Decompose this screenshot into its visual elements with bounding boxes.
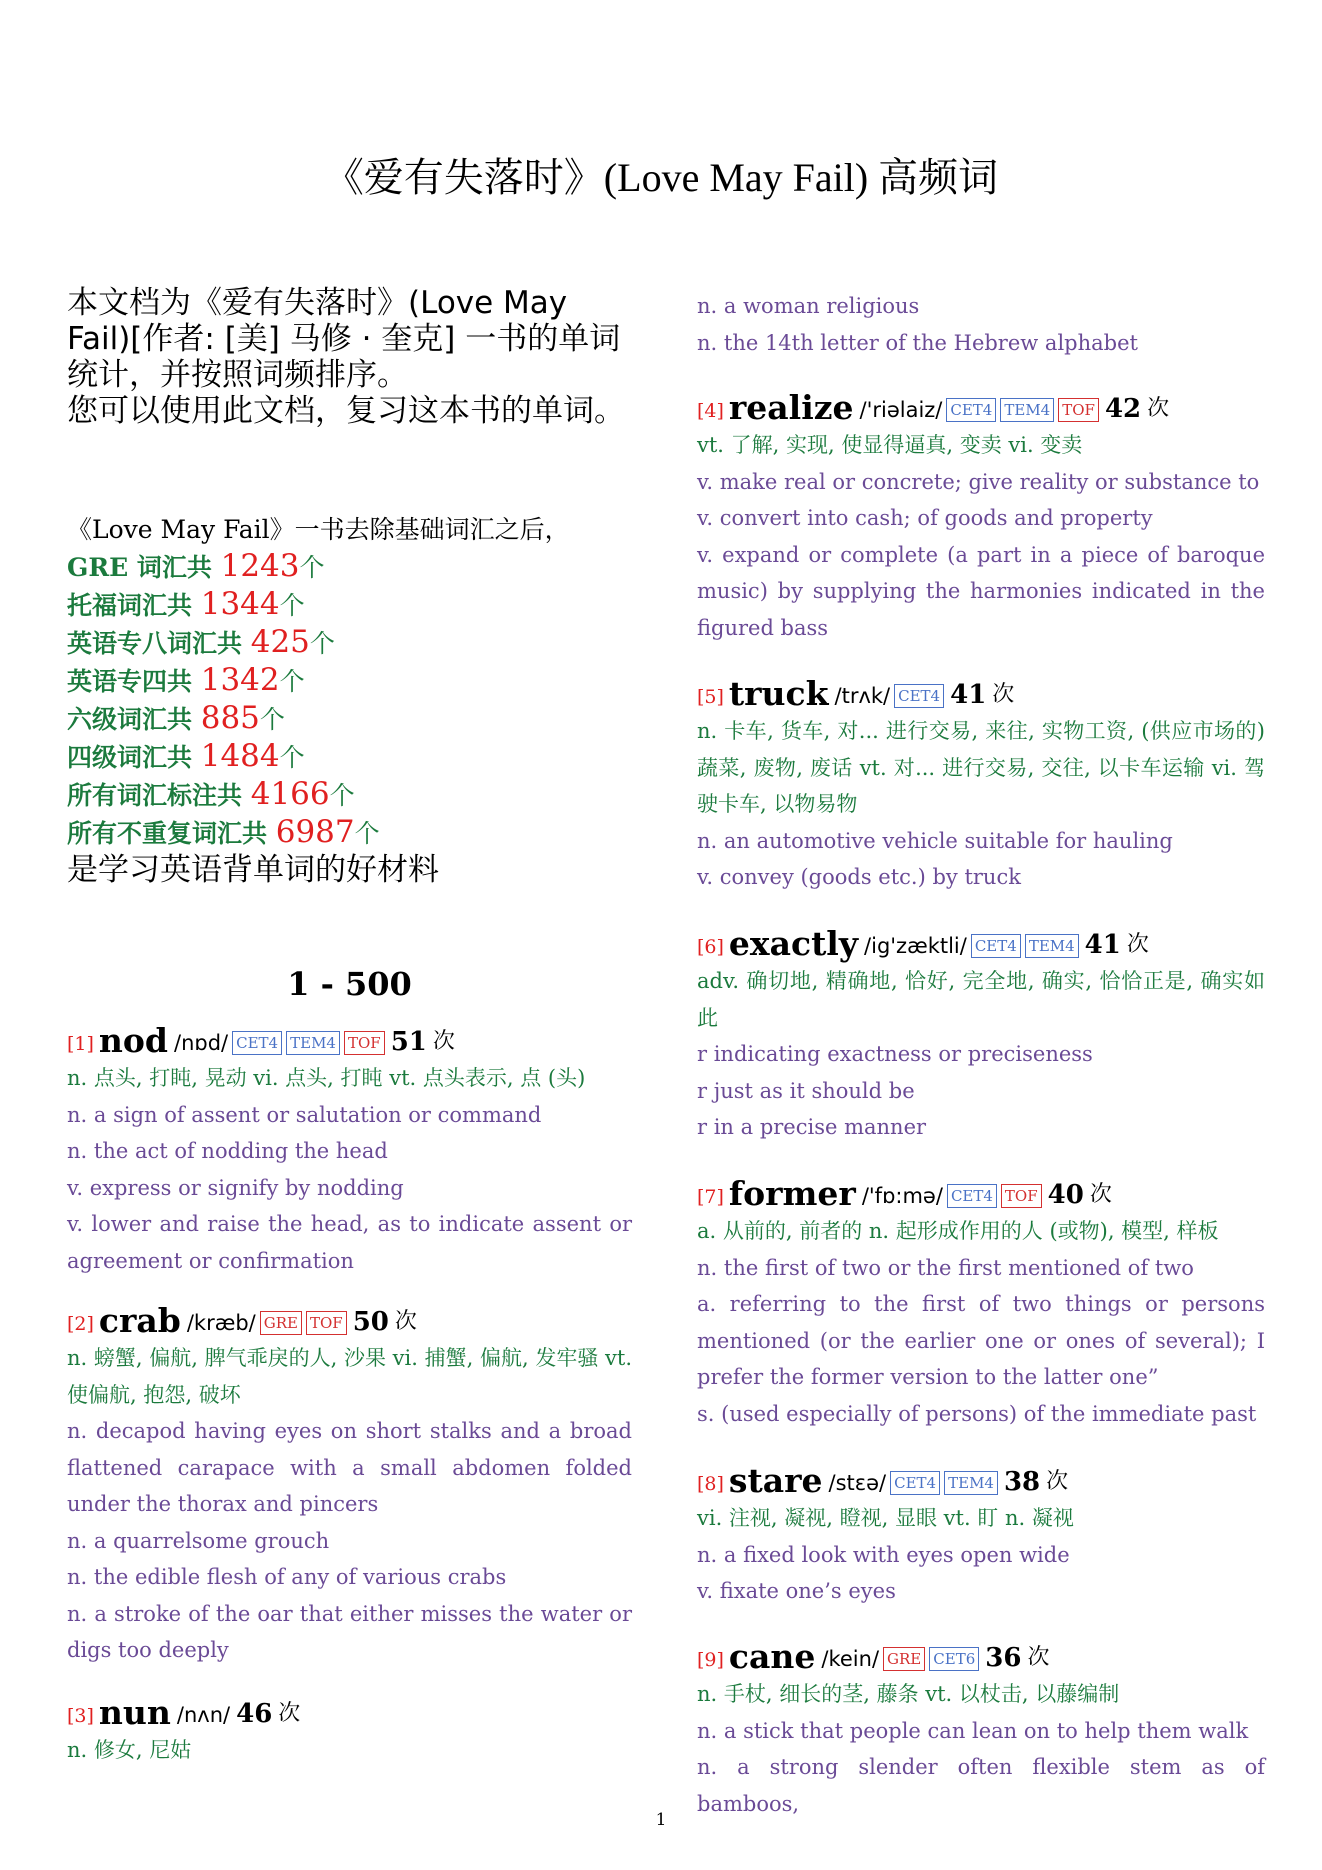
entry-english-def: n. a stroke of the oar that either misses the water or digs too deeply: [67, 1601, 632, 1662]
entry-count: 42: [1104, 394, 1142, 424]
stats-unit: 个: [354, 819, 380, 848]
exam-tag: TOF: [1058, 398, 1099, 422]
entry-english-def: v. expand or complete (a part in a piece of baroque music) by supplying the harmonies indicated in the figured bass: [697, 542, 1265, 640]
exam-tag: GRE: [260, 1311, 302, 1335]
intro-paragraph-2: 您可以使用此文档，复习这本书的单词。: [67, 393, 625, 429]
entry-index: [8]: [697, 1473, 724, 1495]
stats-row: [67, 624, 637, 662]
stats-row: [67, 586, 637, 624]
entry-header: [67, 1298, 632, 1340]
stats-row: [67, 700, 637, 738]
stats-row: [67, 548, 637, 586]
entry-header: [697, 1171, 1265, 1213]
stats-unit: 个: [259, 705, 285, 734]
entry-english-def: s. (used especially of persons) of the immediate past: [697, 1401, 1257, 1426]
entry-index: [9]: [697, 1649, 724, 1671]
word-entry-continued: [697, 288, 1265, 361]
entry-english-def: n. decapod having eyes on short stalks and a broad flattened carapace with a small abdomen folded under the thorax and pincers: [67, 1419, 632, 1516]
stats-unit: 个: [309, 629, 335, 658]
entry-phonetic: /nɒd/: [174, 1031, 229, 1055]
entry-times: 次: [1089, 1182, 1112, 1207]
entry-chinese-def: n. 螃蟹, 偏航, 脾气乖戾的人, 沙果 vi. 捕蟹, 偏航, 发牢骚 vt. 使偏航, 抱怨, 破坏: [67, 1346, 632, 1407]
word-entry: [67, 1298, 632, 1669]
entry-chinese-def: n. 卡车, 货车, 对... 进行交易, 来往, 实物工资, (供应市场的) 蔬菜, 废物, 废话 vt. 对... 进行交易, 交往, 以卡车运输 vi. 驾驶卡车, 以物易物: [697, 719, 1265, 816]
entry-times: 次: [394, 1309, 417, 1334]
entry-index: [5]: [697, 686, 724, 708]
entry-times: 次: [1126, 932, 1149, 957]
stats-row: [67, 814, 637, 852]
stats-number: 6987: [275, 814, 355, 850]
intro-paragraph-1: 本文档为《爱有失落时》(Love May Fail)[作者: [美] 马修 · 奎克] 一书的单词统计，并按照词频排序。: [67, 285, 621, 393]
stats-number: 1484: [200, 738, 280, 774]
entry-english-def: n. a woman religious: [697, 294, 920, 318]
entry-index: [4]: [697, 400, 724, 422]
stats-unit: 个: [299, 553, 325, 582]
entry-count: 50: [352, 1307, 389, 1337]
entry-count: 46: [236, 1699, 273, 1729]
entry-english-def: n. an automotive vehicle suitable for hauling: [697, 828, 1173, 853]
entry-header: [697, 921, 1265, 963]
entry-word: truck: [728, 674, 829, 713]
stats-label: GRE 词汇共: [67, 553, 221, 582]
entry-chinese-def: n. 点头, 打盹, 晃动 vi. 点头, 打盹 vt. 点头表示, 点 (头): [67, 1066, 586, 1090]
stats-label: 英语专八词汇共: [67, 629, 251, 658]
entry-times: 次: [1027, 1645, 1050, 1670]
exam-tag: GRE: [883, 1647, 925, 1671]
exam-tag: CET6: [929, 1647, 979, 1671]
exam-tag: CET4: [894, 684, 944, 708]
vocab-stats: [67, 512, 637, 888]
document-title: 《爱有失落时》(Love May Fail) 高频词: [323, 155, 999, 200]
stats-row: [67, 738, 637, 776]
entry-word: cane: [728, 1637, 816, 1676]
entry-english-def: r just as it should be: [697, 1078, 915, 1103]
entry-times: 次: [1147, 396, 1170, 421]
entry-english-def: r in a precise manner: [697, 1115, 927, 1139]
entry-count: 38: [1003, 1467, 1041, 1497]
entry-word: nod: [98, 1021, 168, 1060]
entry-header: [67, 1690, 632, 1732]
entry-english-def: r indicating exactness or preciseness: [697, 1042, 1093, 1066]
exam-tag: TEM4: [1025, 934, 1079, 958]
stats-number: 1342: [200, 662, 280, 698]
stats-row: [67, 662, 637, 700]
stats-label: 英语专四共: [67, 667, 201, 696]
stats-number: 1243: [220, 548, 300, 584]
entry-english-def: a. referring to the first of two things or persons mentioned (or the earlier one or ones of several); I prefer the former version to the latter one”: [697, 1292, 1265, 1389]
word-entry: [697, 671, 1265, 896]
entry-header: [697, 385, 1265, 427]
entry-chinese-def: vi. 注视, 凝视, 瞪视, 显眼 vt. 盯 n. 凝视: [697, 1506, 1074, 1530]
entry-count: 41: [950, 680, 987, 710]
entry-english-def: v. express or signify by nodding: [67, 1175, 404, 1200]
word-entry: [697, 1634, 1265, 1822]
exam-tag: TEM4: [1000, 398, 1054, 422]
entry-phonetic: /kein/: [821, 1647, 880, 1671]
entry-english-def: v. lower and raise the head, as to indicate assent or agreement or confirmation: [67, 1212, 632, 1273]
word-entry: [67, 1690, 632, 1769]
exam-tag: TOF: [344, 1031, 385, 1055]
entry-word: stare: [728, 1461, 823, 1500]
entry-english-def: n. the act of nodding the head: [67, 1139, 388, 1163]
entry-english-def: n. a quarrelsome grouch: [67, 1528, 330, 1553]
entry-word: exactly: [728, 924, 859, 963]
entry-index: [1]: [67, 1033, 94, 1055]
entry-phonetic: /nʌn/: [176, 1703, 231, 1727]
stats-unit: 个: [279, 743, 305, 772]
entry-word: former: [728, 1174, 856, 1213]
entry-chinese-def: n. 手杖, 细长的茎, 藤条 vt. 以杖击, 以藤编制: [697, 1682, 1120, 1706]
entry-count: 51: [390, 1027, 427, 1057]
entry-english-def: n. a stick that people can lean on to help them walk: [697, 1718, 1249, 1743]
entry-english-def: n. the first of two or the first mentioned of two: [697, 1255, 1194, 1280]
entry-header: [697, 1634, 1265, 1676]
stats-unit: 个: [279, 591, 305, 620]
entry-english-def: n. a fixed look with eyes open wide: [697, 1542, 1070, 1567]
exam-tag: TOF: [1001, 1184, 1042, 1208]
entry-chinese-def: adv. 确切地, 精确地, 恰好, 完全地, 确实, 恰恰正是, 确实如此: [697, 969, 1265, 1030]
entry-phonetic: /trʌk/: [834, 684, 891, 708]
entry-english-def: n. the edible flesh of any of various crabs: [67, 1565, 507, 1589]
entry-phonetic: /stɛə/: [828, 1471, 887, 1495]
page-number: 1: [655, 1810, 667, 1830]
entry-word: crab: [98, 1301, 181, 1340]
entry-count: 41: [1084, 930, 1121, 960]
entry-index: [6]: [697, 936, 724, 958]
entry-index: [7]: [697, 1186, 724, 1208]
stats-number: 1344: [200, 586, 280, 622]
entry-header: [697, 671, 1265, 713]
word-entry: [697, 385, 1265, 646]
entry-header: [67, 1018, 632, 1060]
stats-closing: 是学习英语背单词的好材料: [67, 852, 439, 888]
entry-chinese-def: vt. 了解, 实现, 使显得逼真, 变卖 vi. 变卖: [697, 433, 1083, 457]
entry-phonetic: /'riəlaiz/: [859, 398, 943, 422]
entry-index: [2]: [67, 1313, 94, 1335]
word-entry: [697, 1458, 1265, 1610]
entry-english-def: v. make real or concrete; give reality or substance to: [697, 469, 1260, 494]
entry-phonetic: /ig'zæktli/: [864, 934, 967, 958]
stats-lead: 《Love May Fail》一书去除基础词汇之后，: [67, 515, 570, 544]
stats-label: 四级词汇共: [67, 743, 201, 772]
exam-tag: CET4: [232, 1031, 282, 1055]
exam-tag: TOF: [306, 1311, 347, 1335]
exam-tag: CET4: [971, 934, 1021, 958]
entry-times: 次: [432, 1029, 455, 1054]
entry-index: [3]: [67, 1705, 94, 1727]
word-entry: [697, 1171, 1265, 1432]
exam-tag: CET4: [947, 1184, 997, 1208]
entry-english-def: n. the 14th letter of the Hebrew alphabet: [697, 330, 1138, 355]
entry-word: nun: [98, 1693, 171, 1732]
word-entry: [697, 921, 1265, 1146]
entry-header: [697, 1458, 1265, 1500]
entry-times: 次: [992, 682, 1015, 707]
entry-chinese-def: a. 从前的, 前者的 n. 起形成作用的人 (或物), 模型, 样板: [697, 1219, 1219, 1243]
entry-count: 40: [1047, 1180, 1084, 1210]
exam-tag: CET4: [890, 1471, 940, 1495]
entry-english-def: v. convey (goods etc.) by truck: [697, 865, 1021, 889]
stats-number: 425: [250, 624, 310, 660]
stats-number: 4166: [250, 776, 330, 812]
entry-english-def: n. a strong slender often flexible stem as of bamboos,: [697, 1755, 1265, 1816]
stats-unit: 个: [279, 667, 305, 696]
entry-times: 次: [1046, 1469, 1069, 1494]
entry-phonetic: /'fɒ:mə/: [861, 1184, 943, 1208]
entry-count: 36: [985, 1643, 1022, 1673]
range-heading: 1 - 500: [287, 965, 412, 1003]
stats-label: 六级词汇共: [67, 705, 201, 734]
stats-row: [67, 776, 637, 814]
exam-tag: CET4: [946, 398, 996, 422]
stats-label: 所有不重复词汇共: [67, 819, 276, 848]
stats-label: 所有词汇标注共: [67, 781, 251, 810]
exam-tag: TEM4: [944, 1471, 998, 1495]
exam-tag: TEM4: [286, 1031, 340, 1055]
entry-phonetic: /kræb/: [186, 1311, 256, 1335]
intro-text: [67, 285, 637, 429]
entry-english-def: v. fixate one’s eyes: [697, 1579, 896, 1603]
stats-unit: 个: [329, 781, 355, 810]
entry-chinese-def: n. 修女, 尼姑: [67, 1738, 192, 1762]
stats-number: 885: [200, 700, 260, 736]
entry-english-def: n. a sign of assent or salutation or command: [67, 1102, 542, 1127]
entry-word: realize: [728, 388, 854, 427]
stats-label: 托福词汇共: [67, 591, 201, 620]
word-entry: [67, 1018, 632, 1279]
entry-english-def: v. convert into cash; of goods and property: [697, 506, 1153, 530]
entry-times: 次: [278, 1701, 301, 1726]
